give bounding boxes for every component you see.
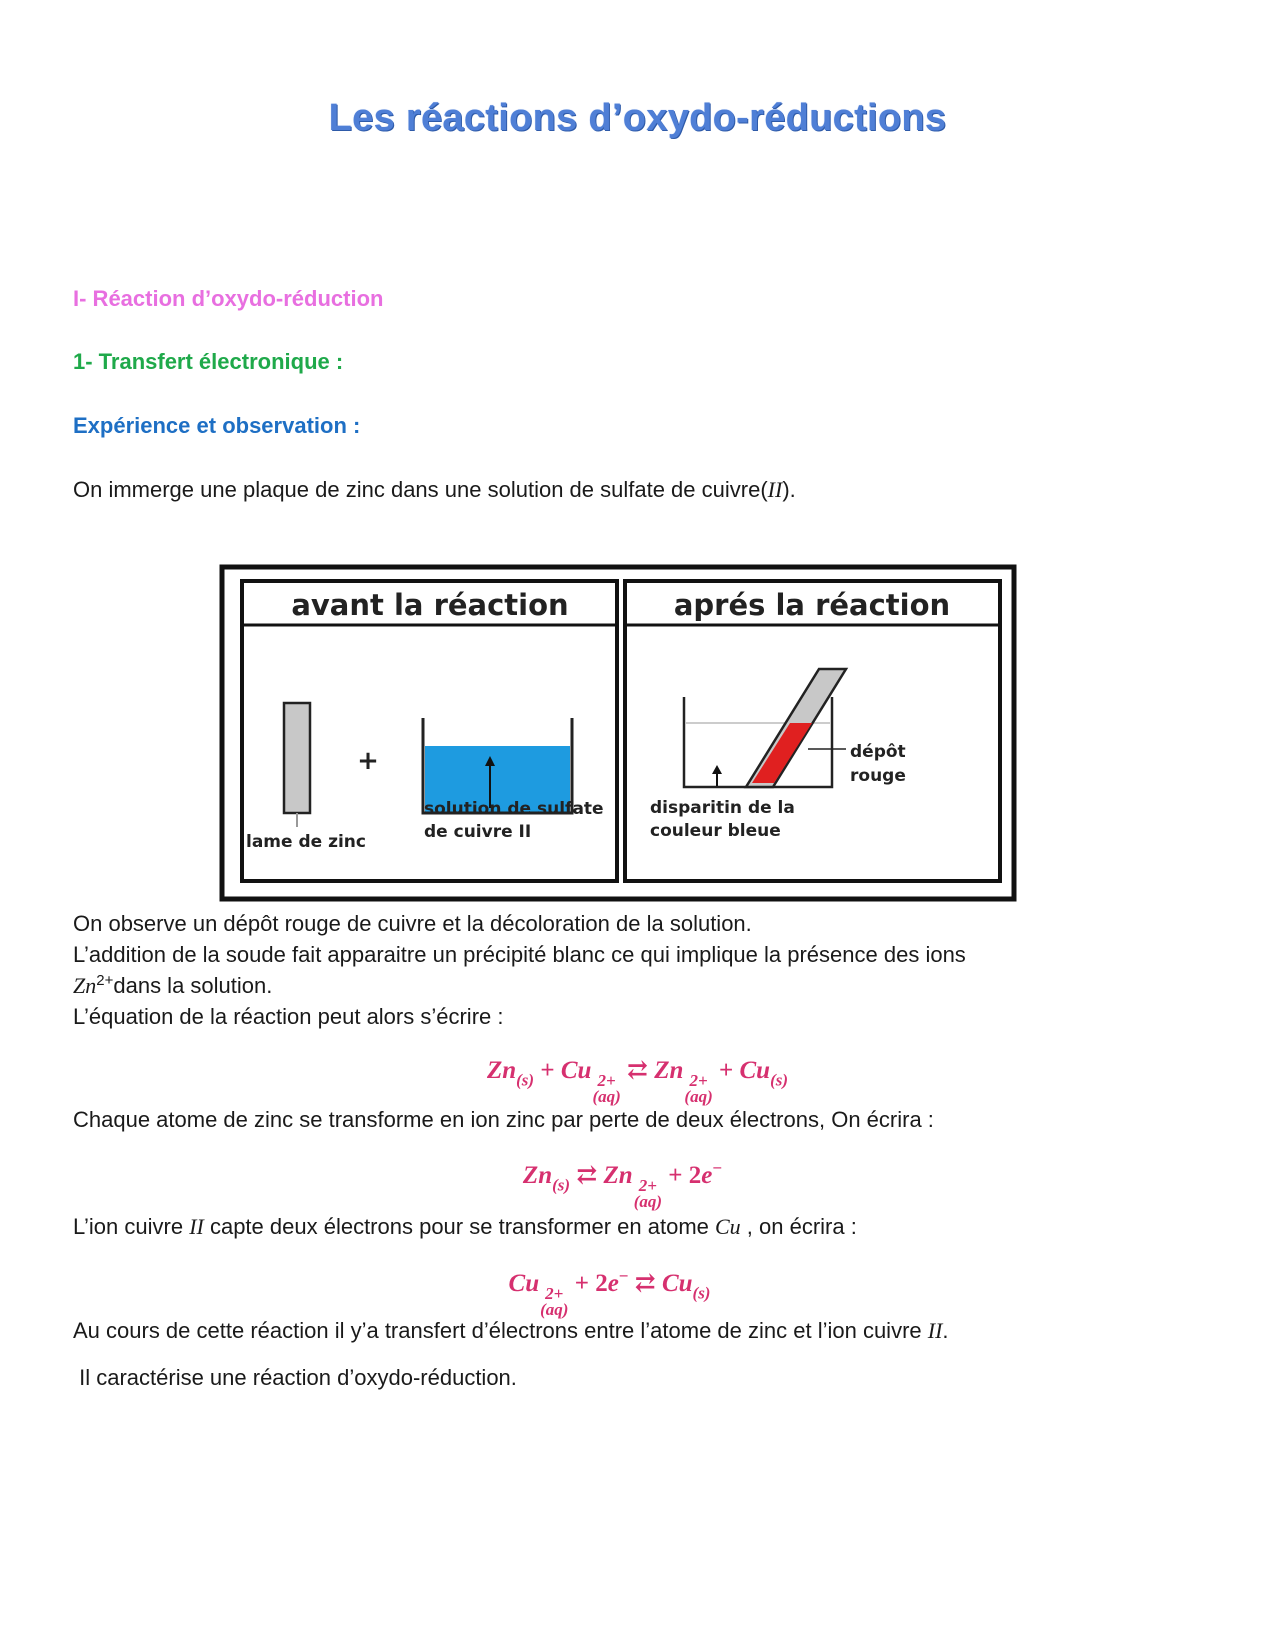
right-panel-title: aprés la réaction (673, 588, 951, 622)
conclusion-line-2: Il caractérise une réaction d’oxydo-réduction. (73, 1365, 517, 1390)
conclusion-line-1 (73, 1318, 949, 1344)
intro-paragraph (73, 477, 796, 503)
eq1-cu: Cu (560, 1057, 592, 1084)
copper-reduction-paragraph (73, 1214, 857, 1240)
eq1-plus-1: + (540, 1057, 555, 1084)
eq3-state-aq: (aq) (540, 1299, 569, 1319)
observation-line-3 (73, 973, 272, 999)
eq3-cu-atom: Cu (661, 1270, 693, 1297)
disappear-label-line-1: disparitin de la (650, 798, 795, 818)
eq2-zn: Zn (522, 1162, 553, 1189)
observation-line-3-rest: dans la solution. (113, 973, 273, 998)
zinc-plate (284, 703, 310, 813)
equation-zinc-oxidation (0, 1160, 1260, 1210)
conclusion-end: . (942, 1318, 949, 1343)
eq2-state-s: (s) (552, 1175, 571, 1195)
zinc-label: lame de zinc (246, 832, 366, 852)
eq2-plus: + (668, 1162, 683, 1189)
conclusion-roman: II (927, 1318, 943, 1343)
intro-roman: II (767, 477, 783, 502)
eq1-plus-2: + (718, 1057, 734, 1084)
eq1-cu-state: (aq) (592, 1086, 621, 1106)
eq2-zn-ion: Zn (603, 1162, 633, 1189)
observation-line-2: L’addition de la soude fait apparaitre un précipité blanc ce qui implique la présence des ions (73, 942, 966, 967)
experiment-figure (218, 563, 1018, 903)
para-cuivre-part-1: L’ion cuivre (73, 1214, 190, 1239)
para-cuivre-roman: II (189, 1214, 204, 1239)
zinc-ion-symbol: Zn (73, 973, 97, 998)
eq3-cu-ion: Cu (508, 1270, 540, 1297)
eq3-charge: 2+ (545, 1283, 564, 1303)
eq1-zn-charge: 2+ (689, 1070, 708, 1090)
eq2-state-aq: (aq) (633, 1191, 663, 1211)
experience-heading: Expérience et observation : (73, 413, 361, 438)
conclusion-text: Au cours de cette réaction il y’a transfert d’électrons entre l’atome de zinc et l’ion cuivre (73, 1318, 928, 1343)
eq1-arrow: ⇄ (627, 1057, 648, 1084)
eq2-charge: 2+ (638, 1175, 657, 1195)
eq1-zn-ion: Zn (654, 1057, 684, 1084)
eq3-electron: e (607, 1270, 619, 1297)
eq3-plus: + (574, 1270, 589, 1297)
zinc-oxidation-paragraph: Chaque atome de zinc se transforme en ion zinc par perte de deux électrons, On écrira : (73, 1107, 934, 1132)
section-heading: I- Réaction d’oxydo-réduction (73, 286, 384, 311)
observation-line-4: L’équation de la réaction peut alors s’écrire : (73, 1004, 504, 1029)
eq1-cu-atom: Cu (739, 1057, 771, 1084)
experiment-diagram (218, 563, 1018, 903)
zinc-ion-charge: 2+ (96, 971, 114, 989)
disappear-label-line-2: couleur bleue (650, 821, 781, 841)
eq2-electron-charge: − (712, 1158, 723, 1178)
eq2-electron: e (701, 1162, 713, 1189)
para-cuivre-part-2: capte deux électrons pour se transformer en atome (203, 1214, 715, 1239)
eq3-electron-charge: − (618, 1266, 629, 1286)
eq3-coefficient: 2 (595, 1270, 608, 1297)
eq1-cu-charge: 2+ (597, 1070, 616, 1090)
intro-text: On immerge une plaque de zinc dans une solution de sulfate de cuivre( (73, 477, 768, 502)
equation-copper-reduction (0, 1268, 1247, 1318)
eq2-coefficient: 2 (688, 1162, 702, 1189)
left-panel-title: avant la réaction (291, 588, 569, 622)
intro-end: ). (782, 477, 796, 502)
equation-global (0, 1055, 1275, 1105)
eq2-arrow: ⇄ (576, 1162, 598, 1189)
page-title: Les réactions d’oxydo-réductions (328, 97, 947, 139)
para-cuivre-part-3: , on écrira : (740, 1214, 857, 1239)
solution-label-line-1: solution de sulfate (424, 799, 604, 819)
eq1-zn: Zn (486, 1057, 517, 1084)
eq1-state-s: (s) (516, 1070, 535, 1090)
eq1-cu-state-s: (s) (770, 1070, 789, 1090)
subsection-heading: 1- Transfert électronique : (73, 349, 344, 374)
eq1-zn-state: (aq) (684, 1086, 713, 1106)
plus-sign: + (357, 746, 379, 776)
eq3-arrow: ⇄ (634, 1270, 656, 1297)
solution-label-line-2: de cuivre II (424, 822, 532, 842)
eq3-state-s: (s) (692, 1283, 711, 1303)
para-cuivre-symbol: Cu (715, 1214, 741, 1239)
deposit-label-line-1: dépôt (850, 742, 906, 762)
observation-line-1: On observe un dépôt rouge de cuivre et la décoloration de la solution. (73, 911, 752, 936)
deposit-label-line-2: rouge (850, 766, 906, 786)
